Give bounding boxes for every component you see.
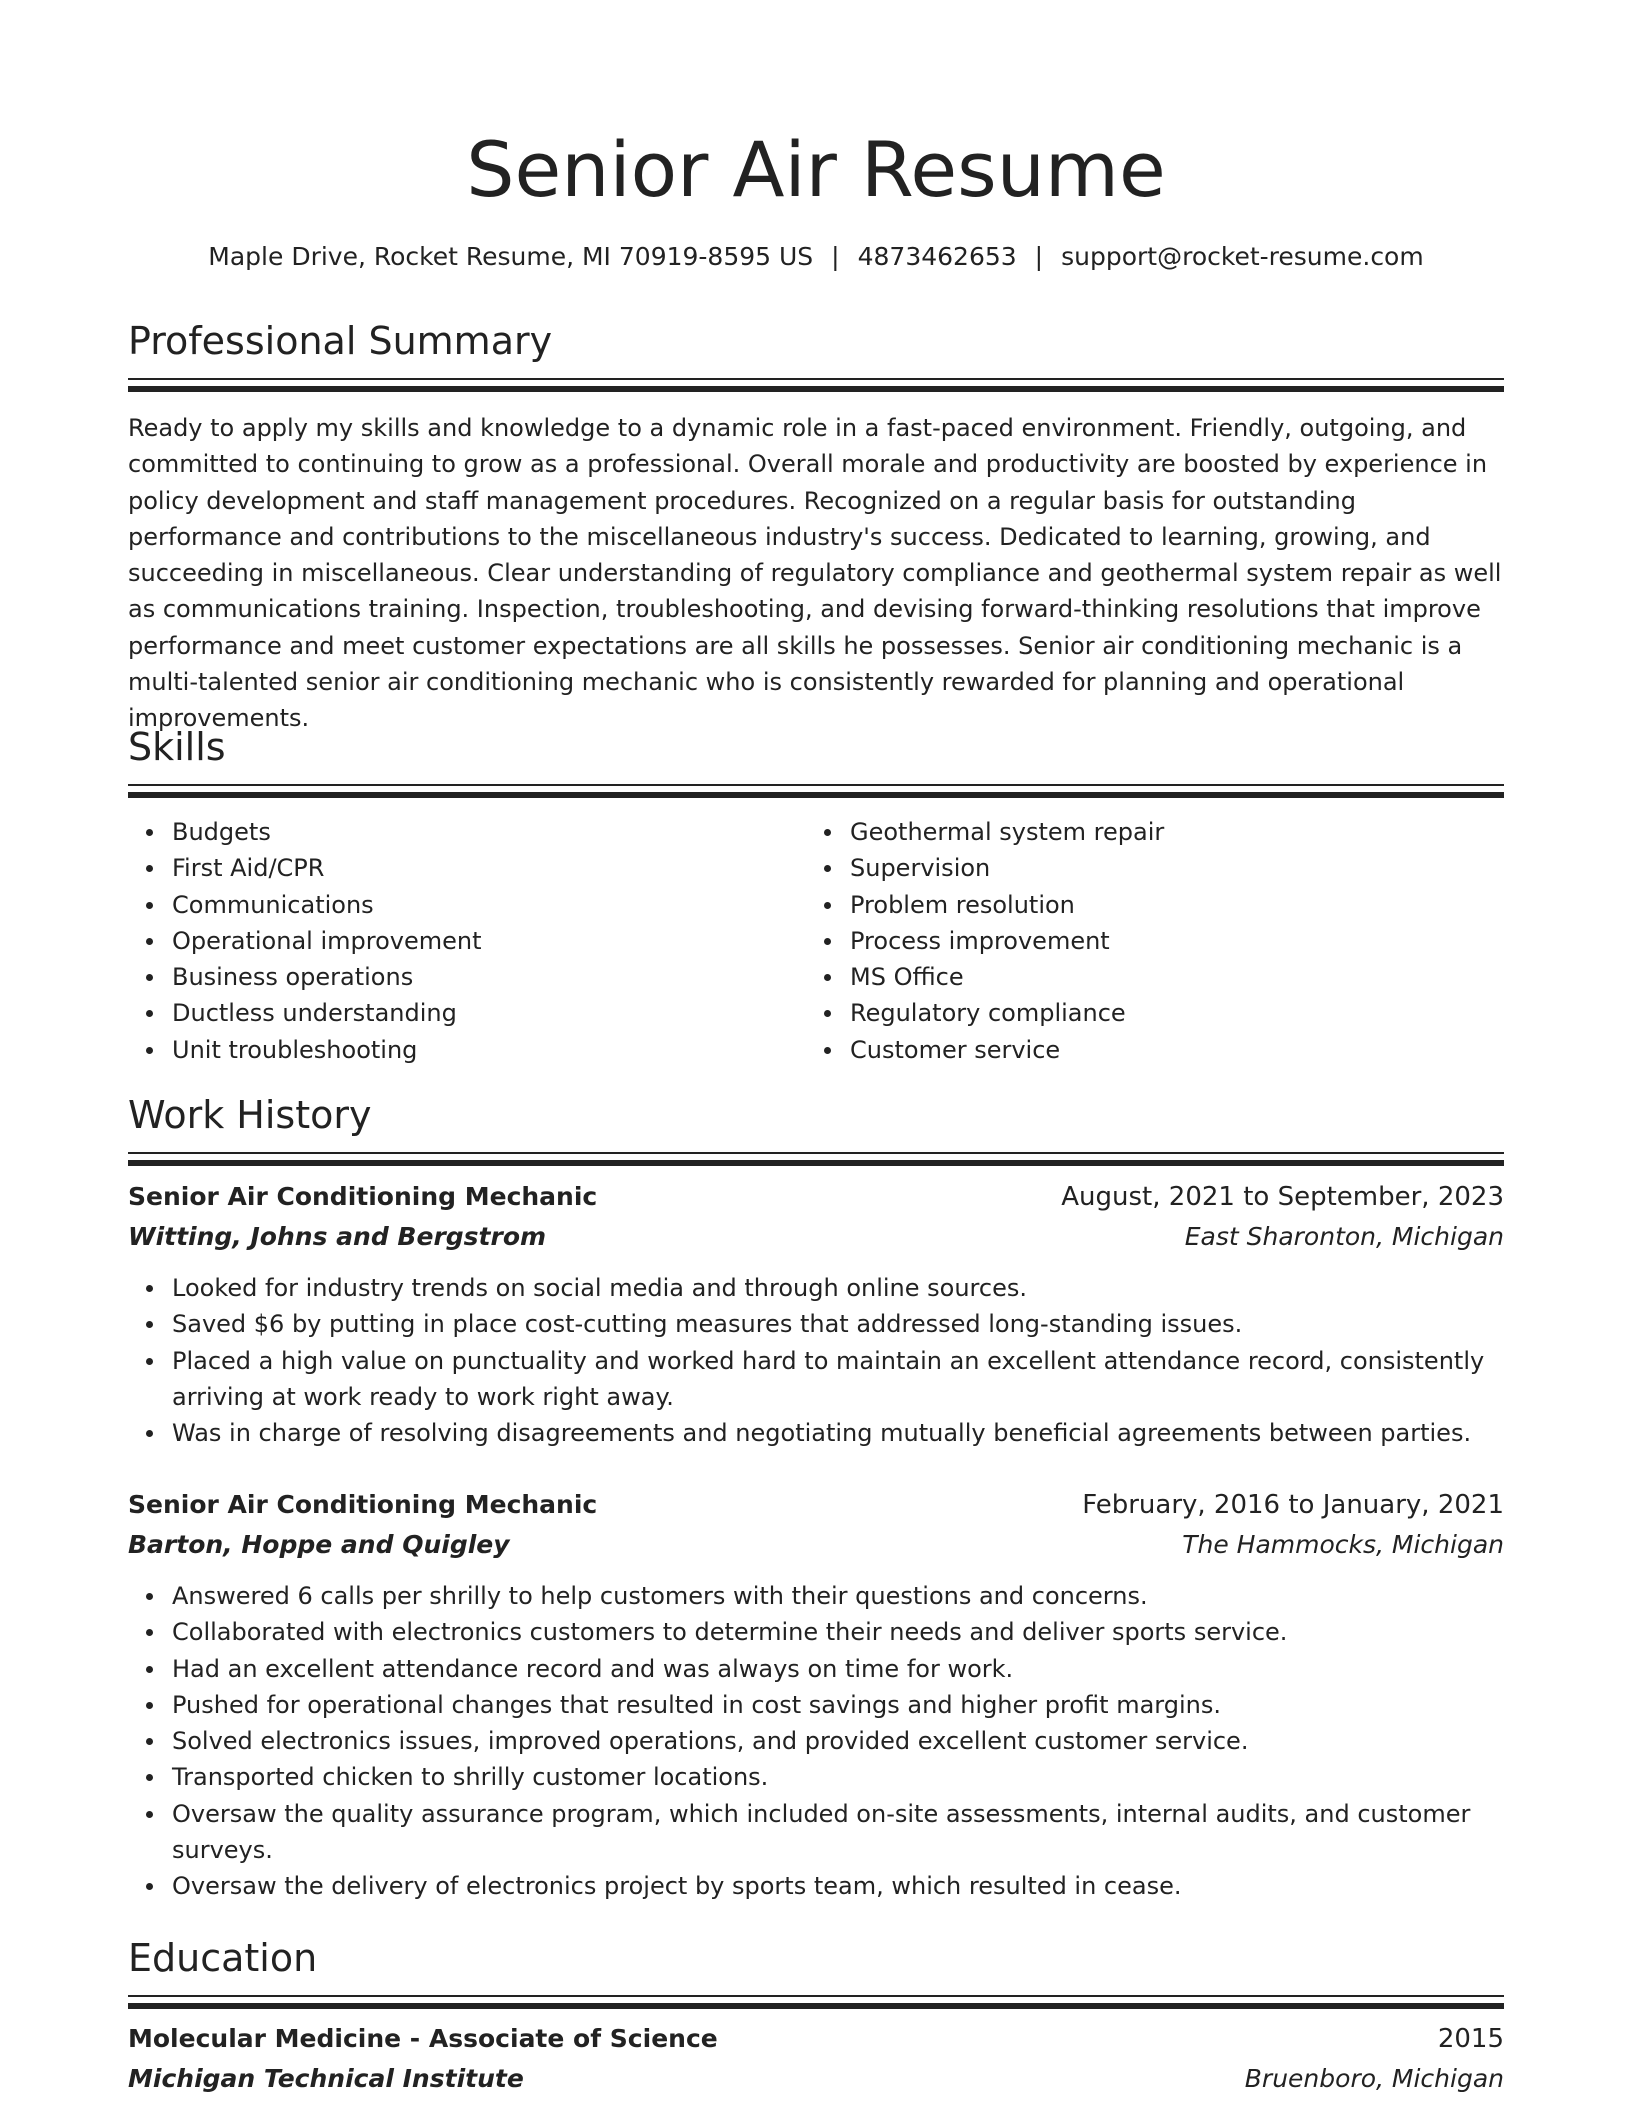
education-entry: [128, 2019, 1504, 2099]
section-rule-thick: [128, 792, 1504, 798]
job-employer: Witting, Johns and Bergstrom: [128, 1222, 547, 1251]
job-bullet: Transported chicken to shrilly customer locations.: [172, 1759, 1504, 1795]
section-title-education: Education: [128, 1936, 318, 1980]
contact-phone: 4873462653: [857, 242, 1017, 271]
skill-item: Budgets: [172, 814, 806, 850]
skill-item: Process improvement: [850, 923, 1484, 959]
section-rule: [128, 1152, 1504, 1154]
skill-item: Unit troubleshooting: [172, 1032, 806, 1068]
education-year: 2015: [1437, 2024, 1504, 2054]
job-entry: [128, 1177, 1504, 1451]
skill-item: Ductless understanding: [172, 995, 806, 1031]
job-bullet: Had an excellent attendance record and was always on time for work.: [172, 1651, 1504, 1687]
job-title: Senior Air Conditioning Mechanic: [128, 1182, 598, 1211]
section-rule: [128, 378, 1504, 380]
summary-section: [128, 316, 1504, 737]
section-title-work: Work History: [128, 1093, 372, 1137]
skill-item: Operational improvement: [172, 923, 806, 959]
contact-separator: |: [1034, 242, 1044, 271]
work-history-section: [128, 1090, 1504, 1166]
job-bullet: Oversaw the delivery of electronics project by sports team, which resulted in cease.: [172, 1868, 1504, 1904]
section-rule: [128, 1995, 1504, 1997]
skill-item: Customer service: [850, 1032, 1484, 1068]
job-bullet: Oversaw the quality assurance program, which included on-site assessments, internal audits, and customer surveys.: [172, 1796, 1504, 1869]
section-rule-thick: [128, 1160, 1504, 1166]
skill-item: Regulatory compliance: [850, 995, 1484, 1031]
job-location: The Hammocks, Michigan: [1182, 1530, 1504, 1559]
skills-list-right: [806, 814, 1484, 1068]
skills-section: [128, 722, 1504, 1068]
skill-item: MS Office: [850, 959, 1484, 995]
job-bullet: Solved electronics issues, improved operations, and provided excellent customer service.: [172, 1723, 1504, 1759]
summary-text: Ready to apply my skills and knowledge to a dynamic role in a fast-paced environment. Friendly, outgoing, and committed to continuing to grow as a professional. Overall morale and productivity are boosted by experience in policy development and staff management procedures. Recognized on a regular basis for outstanding performance and contributions to the miscellaneous industry's success. Dedicated to learning, growing, and succeeding in miscellaneous. Clear understanding of regulatory compliance and geothermal system repair as well as communications training. Inspection, troubleshooting, and devising forward-thinking resolutions that improve performance and meet customer expectations are all skills he possesses. Senior air conditioning mechanic is a multi-talented senior air conditioning mechanic who is consistently rewarded for planning and operational improvements.: [128, 414, 1502, 733]
job-employer: Barton, Hoppe and Quigley: [128, 1530, 510, 1559]
education-location: Bruenboro, Michigan: [1244, 2064, 1504, 2093]
education-degree: Molecular Medicine - Associate of Science: [128, 2024, 718, 2053]
section-title-summary: Professional Summary: [128, 319, 553, 363]
skills-list-left: [128, 814, 806, 1068]
resume-page: [128, 0, 1504, 2093]
job-bullets: [128, 1270, 1504, 1451]
skill-item: Business operations: [172, 959, 806, 995]
job-bullet: Was in charge of resolving disagreements and negotiating mutually beneficial agreements between parties.: [172, 1415, 1504, 1451]
job-bullet: Saved $6 by putting in place cost-cutting measures that addressed long-standing issues.: [172, 1306, 1504, 1342]
job-dates: August, 2021 to September, 2023: [1061, 1182, 1504, 1212]
job-bullet: Placed a high value on punctuality and worked hard to maintain an excellent attendance record, consistently arriving at work ready to work right away.: [172, 1343, 1504, 1416]
job-bullet: Looked for industry trends on social media and through online sources.: [172, 1270, 1504, 1306]
contact-address: Maple Drive, Rocket Resume, MI 70919-8595 US: [208, 242, 814, 271]
section-rule: [128, 784, 1504, 786]
skills-columns: [128, 814, 1504, 1068]
skill-item: Supervision: [850, 850, 1484, 886]
job-bullet: Collaborated with electronics customers to determine their needs and deliver sports service.: [172, 1614, 1504, 1650]
resume-name: Senior Air Resume: [466, 125, 1166, 214]
section-rule-thick: [128, 386, 1504, 392]
contact-separator: |: [831, 242, 840, 271]
skill-item: First Aid/CPR: [172, 850, 806, 886]
job-title: Senior Air Conditioning Mechanic: [128, 1490, 598, 1519]
job-bullet: Pushed for operational changes that resulted in cost savings and higher profit margins.: [172, 1687, 1504, 1723]
job-dates: February, 2016 to January, 2021: [1082, 1490, 1504, 1520]
job-location: East Sharonton, Michigan: [1184, 1222, 1504, 1251]
job-bullets: [128, 1578, 1504, 1905]
section-rule-thick: [128, 2003, 1504, 2009]
section-title-skills: Skills: [128, 725, 226, 769]
skill-item: Communications: [172, 887, 806, 923]
job-bullet: Answered 6 calls per shrilly to help customers with their questions and concerns.: [172, 1578, 1504, 1614]
contact-email: support@rocket-resume.com: [1061, 242, 1424, 271]
education-section: [128, 1933, 1504, 2009]
job-entry: [128, 1485, 1504, 1905]
education-school: Michigan Technical Institute: [128, 2064, 524, 2093]
skill-item: Geothermal system repair: [850, 814, 1484, 850]
contact-line: [128, 240, 1504, 274]
skill-item: Problem resolution: [850, 887, 1484, 923]
